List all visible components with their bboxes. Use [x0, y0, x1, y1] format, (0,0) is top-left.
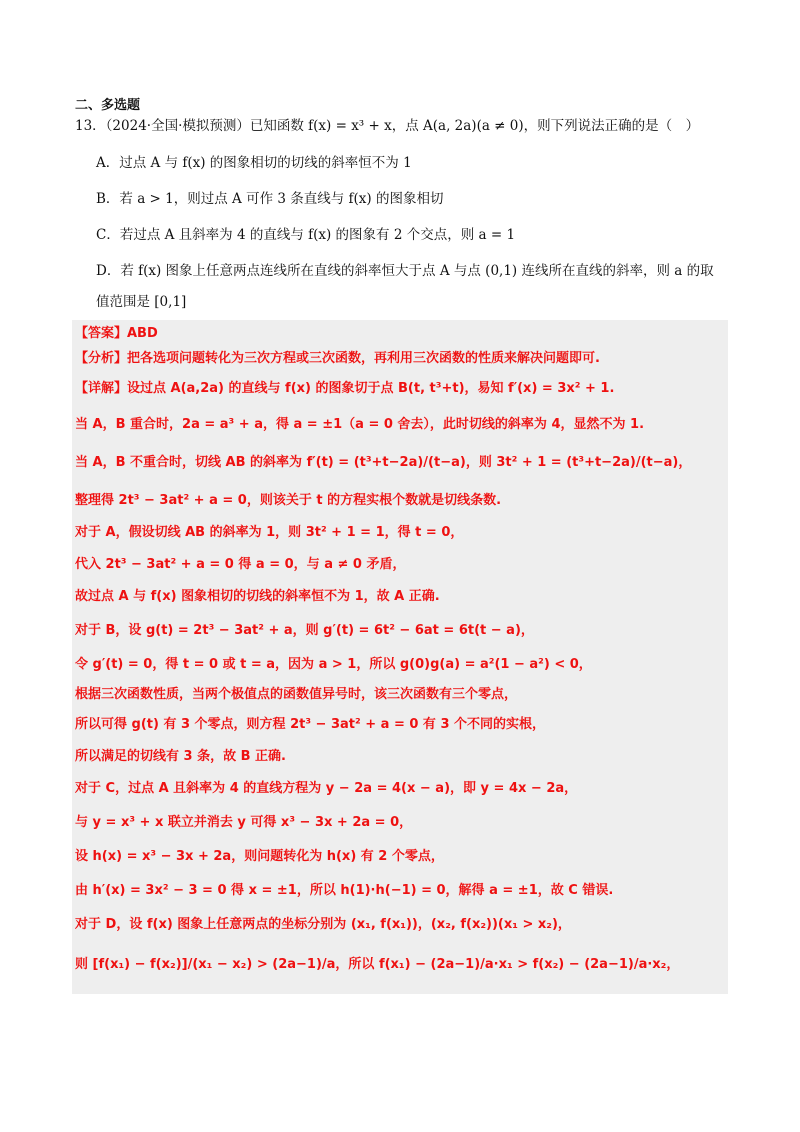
- option-b: B．若 a > 1，则过点 A 可作 3 条直线与 f(x) 的图象相切: [96, 191, 444, 207]
- solution-line: 对于 C，过点 A 且斜率为 4 的直线方程为 y − 2a = 4(x − a)，即 y = 4x − 2a，: [75, 781, 578, 796]
- section-title: 二、多选题: [75, 98, 141, 113]
- solution-block: [72, 320, 728, 994]
- option-a: A．过点 A 与 f(x) 的图象相切的切线的斜率恒不为 1: [96, 155, 412, 171]
- solution-line: 对于 B，设 g(t) = 2t³ − 3at² + a，则 g′(t) = 6t² − 6at = 6t(t − a)，: [75, 623, 534, 638]
- option-d-continuation: 值范围是 [0,1]: [96, 294, 187, 310]
- solution-line: 整理得 2t³ − 3at² + a = 0，则该关于 t 的方程实根个数就是切线条数.: [75, 493, 502, 508]
- solution-line: 所以满足的切线有 3 条，故 B 正确.: [75, 749, 286, 764]
- solution-line: 根据三次函数性质，当两个极值点的函数值异号时，该三次函数有三个零点，: [75, 687, 518, 702]
- option-d: D．若 f(x) 图象上任意两点连线所在直线的斜率恒大于点 A 与点 (0,1) 连线所在直线的斜率，则 a 的取: [96, 263, 714, 279]
- question-stem: 13．（2024·全国·模拟预测）已知函数 f(x) = x³ + x，点 A(a, 2a)(a ≠ 0)，则下列说法正确的是（ ）: [75, 118, 700, 134]
- option-c: C．若过点 A 且斜率为 4 的直线与 f(x) 的图象有 2 个交点，则 a = 1: [96, 227, 516, 243]
- solution-line: 与 y = x³ + x 联立并消去 y 可得 x³ − 3x + 2a = 0，: [75, 815, 413, 830]
- answer-line: 【答案】ABD: [75, 326, 158, 341]
- solution-line: 由 h′(x) = 3x² − 3 = 0 得 x = ±1，所以 h(1)·h(−1) = 0，解得 a = ±1，故 C 错误.: [75, 883, 614, 898]
- solution-line: 代入 2t³ − 3at² + a = 0 得 a = 0，与 a ≠ 0 矛盾，: [75, 557, 406, 572]
- solution-line: 则 [f(x₁) − f(x₂)]/(x₁ − x₂) > (2a−1)/a，所以 f(x₁) − (2a−1)/a·x₁ > f(x₂) − (2a−1)/a·x₂，: [75, 957, 680, 972]
- solution-line: 令 g′(t) = 0，得 t = 0 或 t = a，因为 a > 1，所以 g(0)g(a) = a²(1 − a²) < 0，: [75, 657, 592, 672]
- solution-line: 当 A，B 不重合时，切线 AB 的斜率为 f′(t) = (t³+t−2a)/(t−a)，则 3t² + 1 = (t³+t−2a)/(t−a)，: [75, 455, 692, 470]
- solution-line: 当 A，B 重合时，2a = a³ + a，得 a = ±1（a = 0 舍去），此时切线的斜率为 4，显然不为 1.: [75, 417, 645, 432]
- analysis-line: 【分析】把各选项问题转化为三次方程或三次函数，再利用三次函数的性质来解决问题即可.: [75, 351, 600, 366]
- solution-line: 对于 A，假设切线 AB 的斜率为 1，则 3t² + 1 = 1，得 t = 0，: [75, 525, 464, 540]
- solution-line: 对于 D，设 f(x) 图象上任意两点的坐标分别为 (x₁, f(x₁))，(x₂, f(x₂))(x₁ > x₂)，: [75, 917, 571, 932]
- solution-line: 设 h(x) = x³ − 3x + 2a，则问题转化为 h(x) 有 2 个零点，: [75, 849, 444, 864]
- solution-line: 所以可得 g(t) 有 3 个零点，则方程 2t³ − 3at² + a = 0 有 3 个不同的实根，: [75, 717, 546, 732]
- solution-line: 故过点 A 与 f(x) 图象相切的切线的斜率恒不为 1，故 A 正确.: [75, 589, 440, 604]
- detail-line: 【详解】设过点 A(a,2a) 的直线与 f(x) 的图象切于点 B(t, t³+t)，易知 f′(x) = 3x² + 1.: [75, 381, 615, 396]
